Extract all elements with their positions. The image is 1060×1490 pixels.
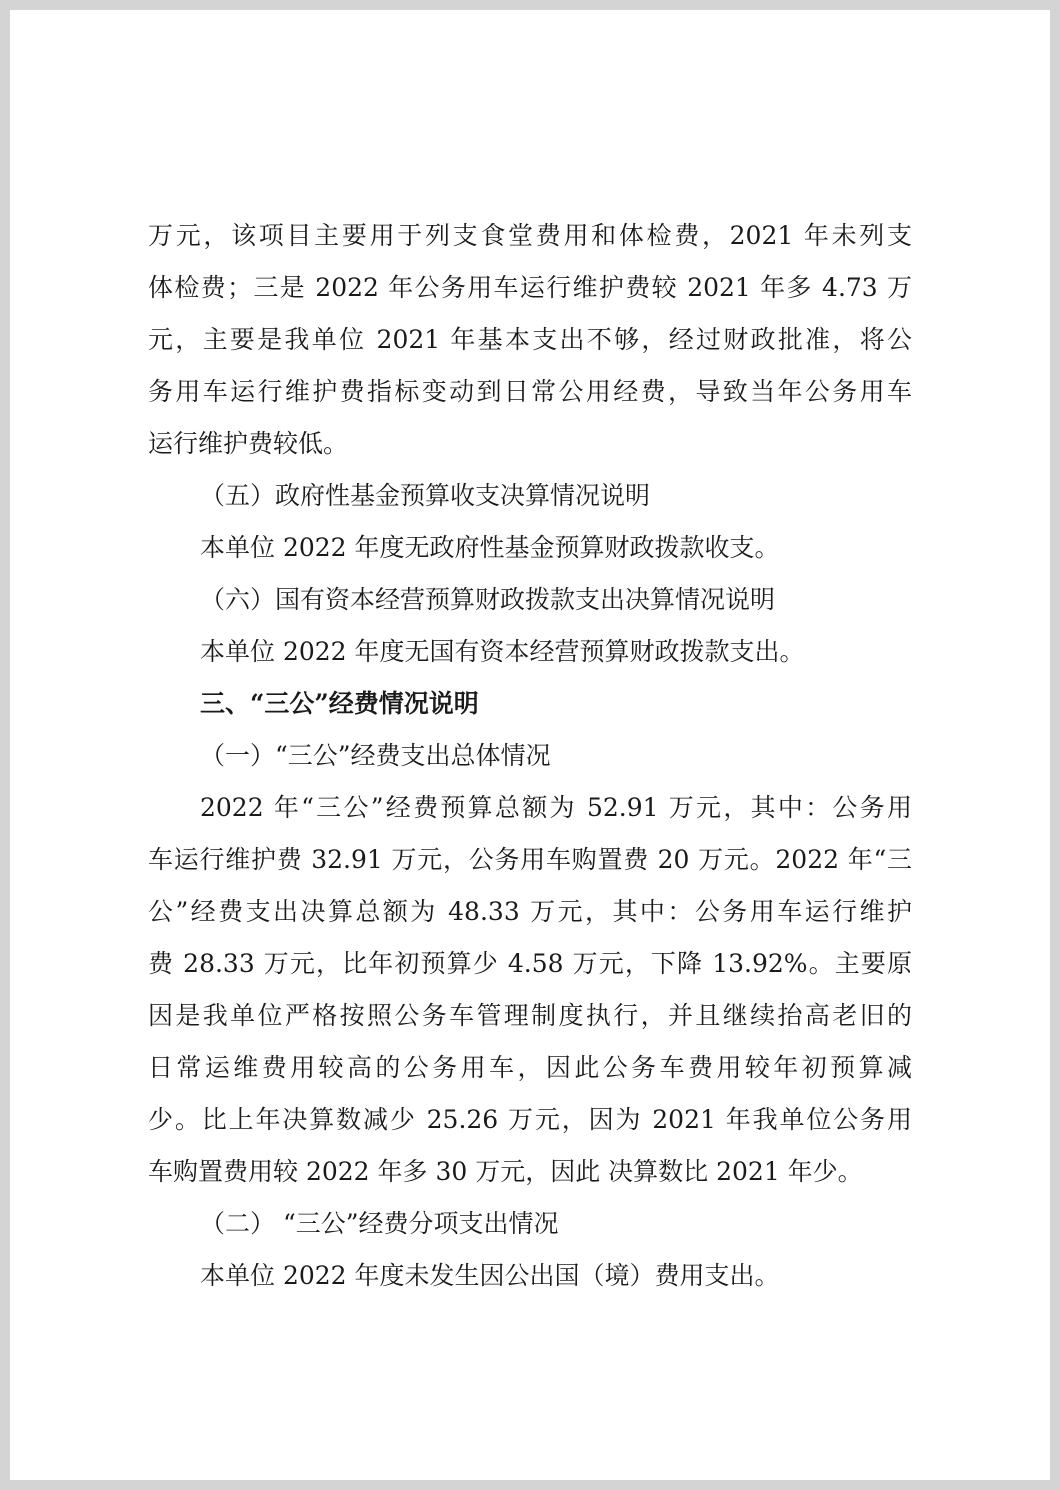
body-text-line: 车运行维护费 32.91 万元，公务用车购置费 20 万元。2022 年“三: [148, 845, 912, 874]
body-text-line: 本单位 2022 年度无国有资本经营预算财政拨款支出。: [200, 637, 805, 666]
body-text-line: 本单位 2022 年度未发生因公出国（境）费用支出。: [200, 1261, 780, 1290]
body-text-line: 费 28.33 万元，比年初预算少 4.58 万元，下降 13.92%。主要原: [148, 949, 912, 978]
body-text-line: 万元，该项目主要用于列支食堂费用和体检费，2021 年未列支: [148, 221, 912, 250]
body-text-line: 本单位 2022 年度无政府性基金预算财政拨款收支。: [200, 533, 780, 562]
body-text-line: 公”经费支出决算总额为 48.33 万元，其中：公务用车运行维护: [148, 897, 912, 926]
body-text-line: 务用车运行维护费指标变动到日常公用经费，导致当年公务用车: [148, 377, 912, 406]
body-text-line: 运行维护费较低。: [148, 429, 349, 458]
body-text-line: 元，主要是我单位 2021 年基本支出不够，经过财政批准，将公: [148, 325, 912, 354]
body-text-line: 体检费；三是 2022 年公务用车运行维护费较 2021 年多 4.73 万: [148, 273, 912, 302]
section-heading-5: （五）政府性基金预算收支决算情况说明: [200, 481, 651, 510]
chapter-heading-3: 三、“三公”经费情况说明: [200, 689, 479, 718]
body-text-line: 因是我单位严格按照公务车管理制度执行，并且继续抬高老旧的: [148, 1001, 912, 1030]
body-text-line: 车购置费用较 2022 年多 30 万元，因此 决算数比 2021 年少。: [148, 1157, 863, 1186]
body-text-line: 日常运维费用较高的公务用车，因此公务车费用较年初预算减: [148, 1053, 912, 1082]
body-text-line: 少。比上年决算数减少 25.26 万元，因为 2021 年我单位公务用: [148, 1105, 912, 1134]
subsection-heading-2: （二） “三公”经费分项支出情况: [200, 1209, 559, 1238]
section-heading-6: （六）国有资本经营预算财政拨款支出决算情况说明: [200, 585, 776, 614]
document-page: [10, 10, 1050, 1480]
body-text-line: 2022 年“三公”经费预算总额为 52.91 万元，其中：公务用: [200, 793, 912, 822]
subsection-heading-1: （一）“三公”经费支出总体情况: [200, 741, 551, 770]
